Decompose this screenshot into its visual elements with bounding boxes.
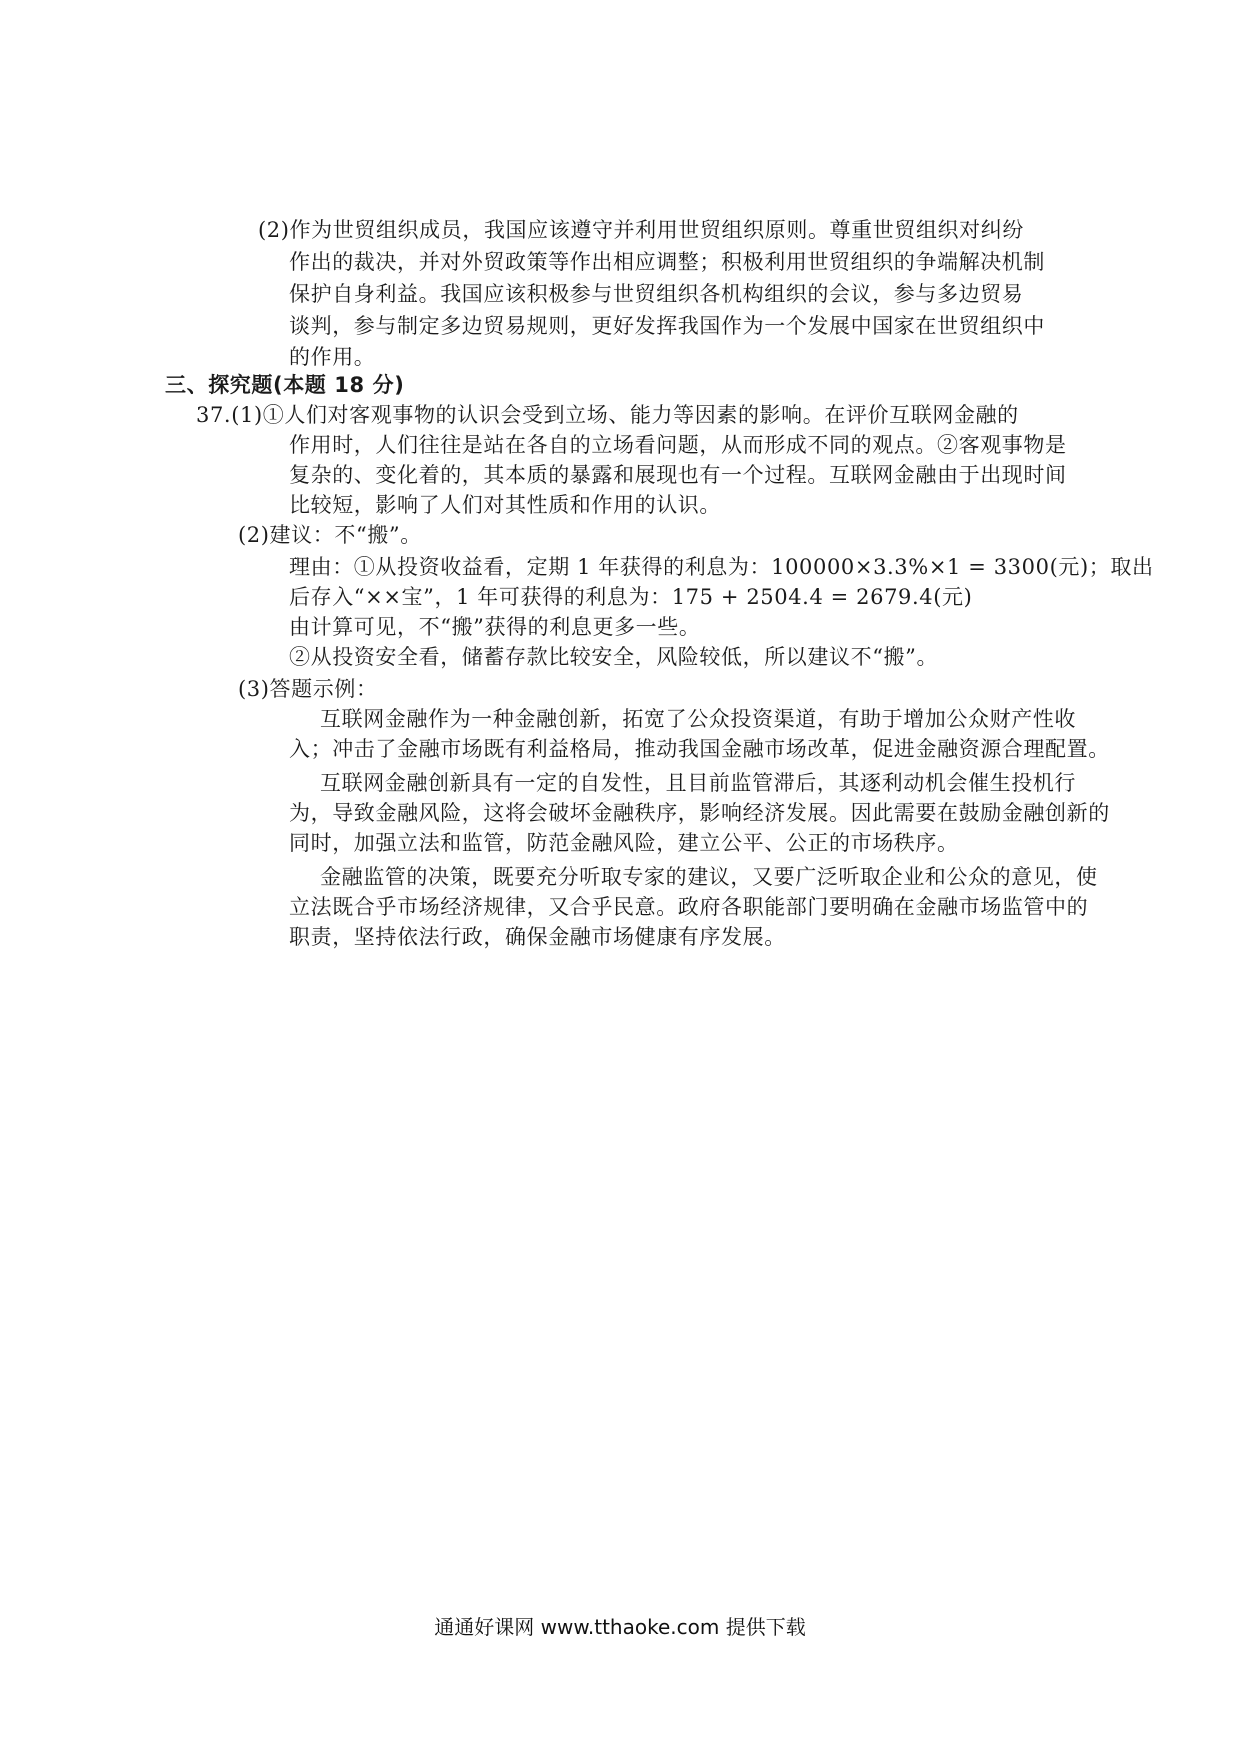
- q36-2-line-4: 谈判，参与制定多边贸易规则，更好发挥我国作为一个发展中国家在世贸组织中: [289, 314, 1045, 338]
- q37-3-line-7: 金融监管的决策，既要充分听取专家的建议，又要广泛听取企业和公众的意见，使: [320, 865, 1098, 889]
- q37-1-line-3: 复杂的、变化着的，其本质的暴露和展现也有一个过程。互联网金融由于出现时间: [289, 463, 1067, 487]
- q36-2-line-3: 保护自身利益。我国应该积极参与世贸组织各机构组织的会议，参与多边贸易: [289, 282, 1024, 306]
- q37-2-line-4: 由计算可见，不“搬”获得的利息更多一些。: [289, 615, 701, 639]
- q37-3-line-4: 互联网金融创新具有一定的自发性，且目前监管滞后，其逐利动机会催生投机行: [320, 771, 1076, 795]
- q37-1-line-1: 37.(1)①人们对客观事物的认识会受到立场、能力等因素的影响。在评价互联网金融的: [196, 403, 1019, 427]
- q37-2-line-2: 理由：①从投资收益看，定期 1 年获得的利息为：100000×3.3%×1 = 3300(元)；取出: [289, 555, 1154, 579]
- q37-3-line-6: 同时，加强立法和监管，防范金融风险，建立公平、公正的市场秩序。: [289, 831, 959, 855]
- q37-1-line-4: 比较短，影响了人们对其性质和作用的认识。: [289, 493, 721, 517]
- q37-3-line-9: 职责，坚持依法行政，确保金融市场健康有序发展。: [289, 925, 786, 949]
- q36-2-line-1: (2)作为世贸组织成员，我国应该遵守并利用世贸组织原则。尊重世贸组织对纠纷: [258, 218, 1024, 242]
- q37-3-line-5: 为，导致金融风险，这将会破坏金融秩序，影响经济发展。因此需要在鼓励金融创新的: [289, 801, 1110, 825]
- q36-2-line-5: 的作用。: [289, 345, 376, 369]
- q37-3-line-2: 互联网金融作为一种金融创新，拓宽了公众投资渠道，有助于增加公众财产性收: [320, 707, 1076, 731]
- q36-2-line-2: 作出的裁决，并对外贸政策等作出相应调整；积极利用世贸组织的争端解决机制: [289, 250, 1045, 274]
- q37-2-line-3: 后存入“××宝”，1 年可获得的利息为：175 + 2504.4 = 2679.4(元): [289, 585, 973, 609]
- q37-3-line-1: (3)答题示例：: [238, 677, 378, 701]
- q37-3-line-3: 入；冲击了金融市场既有利益格局，推动我国金融市场改革，促进金融资源合理配置。: [289, 737, 1110, 761]
- q37-3-line-8: 立法既合乎市场经济规律，又合乎民意。政府各职能部门要明确在金融市场监管中的: [289, 895, 1089, 919]
- q37-2-line-5: ②从投资安全看，储蓄存款比较安全，风险较低，所以建议不“搬”。: [289, 645, 939, 669]
- q37-2-line-1: (2)建议：不“搬”。: [238, 523, 422, 547]
- q37-1-line-2: 作用时，人们往往是站在各自的立场看问题，从而形成不同的观点。②客观事物是: [289, 433, 1067, 457]
- section-heading: 三、探究题(本题 18 分): [165, 373, 405, 397]
- footer-source: 通通好课网 www.tthaoke.com 提供下载: [434, 1615, 806, 1639]
